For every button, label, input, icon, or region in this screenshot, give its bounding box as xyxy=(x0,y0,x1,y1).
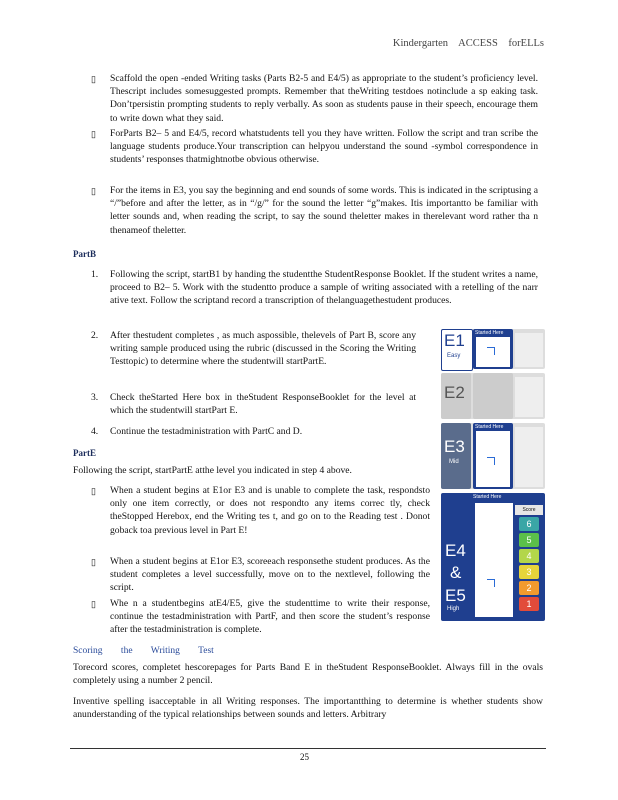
level-e5-difficulty: High xyxy=(447,606,460,612)
footer-rule xyxy=(70,748,546,749)
running-header: Kindergarten ACCESS forELLs xyxy=(392,38,544,49)
page-number: 25 xyxy=(300,752,309,762)
level-e2-panel xyxy=(441,373,545,419)
score-5: 5 xyxy=(519,533,539,547)
list-item-text: Continue the testadministration with PartC and D. xyxy=(110,426,303,437)
bullet-text: For the items in E3, you say the beginning and end sounds of some words. This is indicated in the scriptusing a “/”before and after the letter, as in “/g/” for the sound the letter “g”makes. Itis importantto be familiar with letter sounds and, when reading the script, to say the sound theletter makes in therelevant word rather tha n thenameof theletter. xyxy=(110,185,538,236)
level-e1-panel xyxy=(441,329,545,369)
list-item-text: Check theStarted Here box in theStudent ResponseBooklet for the level at which the studentwill startPart E. xyxy=(110,392,416,417)
checkbox-corner-icon xyxy=(487,579,495,587)
level-e4-e5-panel xyxy=(441,493,545,621)
level-e1-label: E1 xyxy=(444,331,465,350)
bullet-marker: ▯ xyxy=(91,74,96,84)
level-e3-difficulty: Mid xyxy=(449,459,459,465)
bullet-marker: ▯ xyxy=(91,599,96,609)
level-e3-label: E3 xyxy=(444,437,465,456)
score-1: 1 xyxy=(519,597,539,611)
list-item-text: Following the script, startB1 by handing the studentthe StudentResponse Booklet. If the student writes a name, proceed to B2– 5. Work with the studentto produce a sample of writing associated with a retelling of the narr ative text. Follow the scriptand record a transcription of thelanguagethestudent produces. xyxy=(110,269,538,307)
score-tab: Score xyxy=(515,505,543,515)
score-3: 3 xyxy=(519,565,539,579)
scoring-paragraph-1: Torecord scores, completet hescorepages for Parts Band E in theStudent ResponseBooklet. Always fill in the ovals completely using a number 2 pencil. xyxy=(73,662,543,687)
list-number: 2. xyxy=(91,330,99,341)
booklet-levels-graphic xyxy=(441,329,545,621)
ampersand: & xyxy=(450,563,462,582)
score-2: 2 xyxy=(519,581,539,595)
bullet-text: Scaffold the open -ended Writing tasks (Parts B2-5 and E4/5) as appropriate to the student’s proficiency level. Thescript includes somesuggested prompts. Remember that theWriting testdoes notinclude a sp eaking task. Don’tpersistin prompting students to reply verbally. As soon as students pause in their speech, encourage them to write down what they said. xyxy=(110,73,538,124)
bullet-text: Whe n a studentbegins atE4/E5, give the studenttime to write their response, continue the testadministration with PartF, and then score the student’s response after the testadministration is complete. xyxy=(110,598,430,636)
level-e1-difficulty: Easy xyxy=(447,353,461,359)
bullet-text: When a student begins at E1or E3 and is unable to complete the task, respondsto only one item correctly, or does not respondto any items correc tly, check theStopped Herebox, end the Writing tes t, and go on to the Reading test . Donot goback toa previous level in Part E! xyxy=(110,485,430,536)
started-here-tab: Started Here xyxy=(475,424,504,430)
list-number: 1. xyxy=(91,269,99,280)
bullet-marker: ▯ xyxy=(91,186,96,196)
part-e-label: PartE xyxy=(73,448,96,458)
list-number: 3. xyxy=(91,392,99,403)
score-4: 4 xyxy=(519,549,539,563)
checkbox-corner-icon xyxy=(487,347,495,355)
checkbox-corner-icon xyxy=(487,457,495,465)
list-item-text: After thestudent completes , as much aspossible, thelevels of Part B, score any writing sample produced using the rubric (discussed in the Scoring the Writing Testtopic) to determine where the studentwill startPartE. xyxy=(110,330,416,368)
list-number: 4. xyxy=(91,426,99,437)
level-e3-panel xyxy=(441,423,545,489)
level-e5-label: E5 xyxy=(445,586,466,605)
scoring-paragraph-2: Inventive spelling isacceptable in all Writing responses. The importantthing to determine is whether students show anunderstanding of the typical relationships between sounds and letters. Arbitrary xyxy=(73,696,543,721)
bullet-text: When a student begins at E1or E3, scoreeach responsethe student produces. As the student completes a level successfully, move on to the nextlevel, following the script. xyxy=(110,556,430,594)
bullet-marker: ▯ xyxy=(91,486,96,496)
bullet-marker: ▯ xyxy=(91,129,96,139)
started-here-tab: Started Here xyxy=(475,330,504,336)
score-6: 6 xyxy=(519,517,539,531)
part-e-intro: Following the script, startPartE atthe level you indicated in step 4 above. xyxy=(73,465,352,476)
part-b-label: PartB xyxy=(73,249,96,259)
scoring-heading: Scoring the Writing Test xyxy=(73,646,214,656)
level-e4-label: E4 xyxy=(445,541,466,560)
level-e2-label: E2 xyxy=(444,383,465,402)
bullet-text: ForParts B2– 5 and E4/5, record whatstudents tell you they have written. Follow the script and tran scribe the language students produce.Your transcription can helpyou understand the sound -symbol correspondence in students’ responses thatmightnotbe obvious otherwise. xyxy=(110,128,538,166)
bullet-marker: ▯ xyxy=(91,557,96,567)
started-here-tab: Started Here xyxy=(473,494,502,500)
